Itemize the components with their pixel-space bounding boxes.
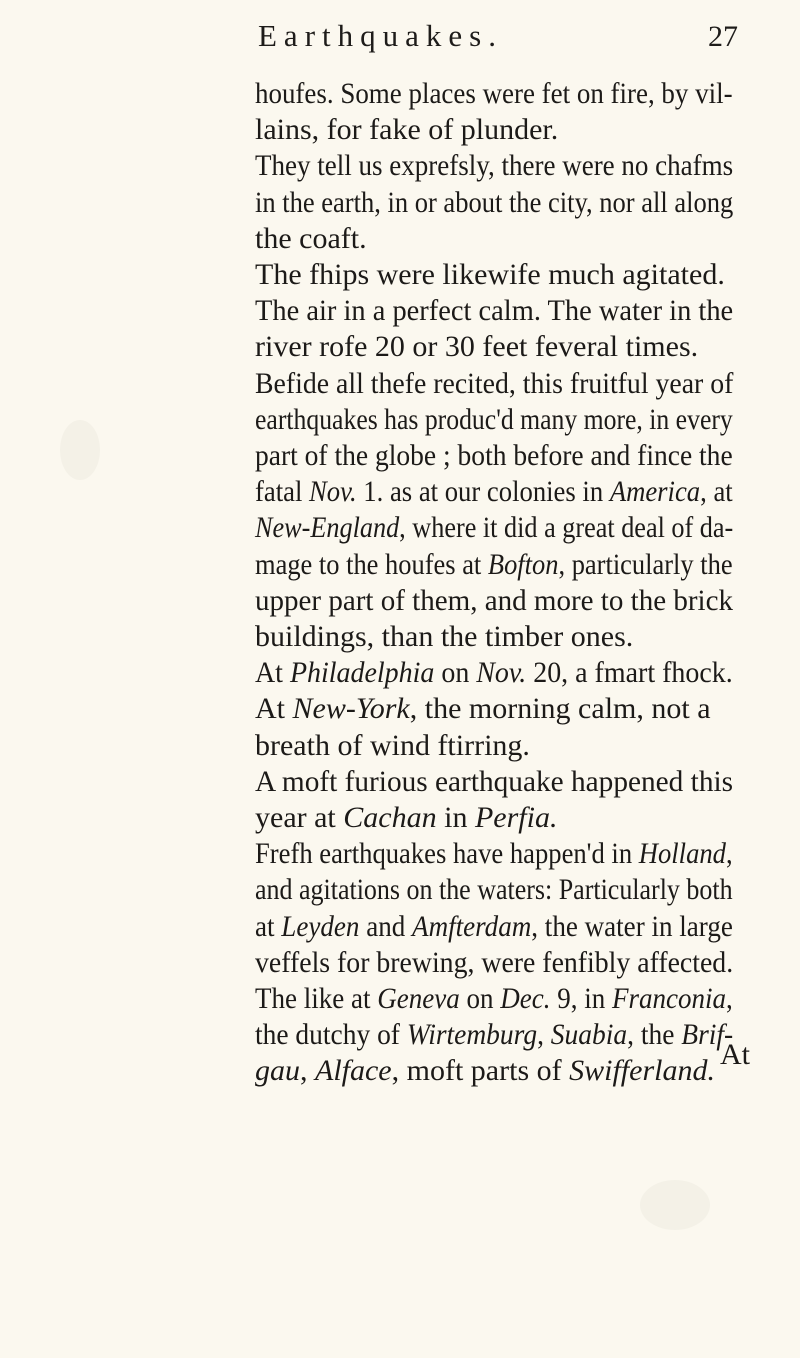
text-run: Frefh earthquakes have happen'd in xyxy=(255,837,639,871)
text-run: 1. as at our colonies in xyxy=(356,475,610,509)
text-run: the dutchy of xyxy=(255,1018,407,1052)
italic-run: Alface xyxy=(315,1054,392,1088)
text-run: and xyxy=(359,909,413,943)
italic-run: Geneva xyxy=(377,982,460,1015)
text-run: river rofe 20 or 30 feet feveral times. xyxy=(255,330,699,364)
text-run: earthquakes has produc'd many more, in every xyxy=(255,402,733,436)
italic-run: Brif- xyxy=(681,1018,734,1052)
italic-run: America xyxy=(609,475,701,509)
text-run: part of the globe ; both before and fince the xyxy=(255,439,733,472)
italic-run: gau xyxy=(255,1054,300,1088)
text-run: , xyxy=(537,1018,551,1052)
text-run: on xyxy=(434,656,477,690)
italic-run: Nov. xyxy=(476,656,527,690)
text-run: on xyxy=(459,982,501,1015)
italic-run: Leyden xyxy=(281,909,360,943)
text-run: breath of wind ftirring. xyxy=(255,728,530,762)
text-line xyxy=(255,1049,715,1093)
text-run: A moft furious earthquake happened this xyxy=(255,764,734,798)
italic-run: Franconia xyxy=(611,982,726,1015)
text-run: in xyxy=(436,801,475,834)
text-run: mage to the houfes at xyxy=(255,547,488,581)
text-run: veffels for brewing, were fenfibly affected. xyxy=(255,945,734,979)
text-run: The air in a perfect calm. The water in the xyxy=(255,294,734,328)
text-run: at xyxy=(255,909,282,943)
italic-run: Dec. xyxy=(500,982,551,1015)
italic-run: Holland xyxy=(638,837,726,871)
text-run: , at xyxy=(700,475,733,509)
text-run: , xyxy=(300,1054,315,1088)
italic-run: Amfterdam xyxy=(412,909,532,943)
italic-run: Bofton xyxy=(487,547,559,581)
italic-run: Nov. xyxy=(309,475,357,509)
italic-run: New-England xyxy=(255,511,400,545)
text-run: the coaft. xyxy=(255,221,367,255)
text-run: , xyxy=(725,837,733,871)
text-run: 9, in xyxy=(550,982,612,1015)
text-run: houfes. Some places were fet on fire, by vil- xyxy=(255,77,733,110)
text-run: 20, a fmart fhock. xyxy=(526,656,733,690)
text-run: , the morning calm, not a xyxy=(409,692,711,726)
text-run: year at xyxy=(255,801,344,834)
text-run: At xyxy=(255,692,293,726)
text-run: They tell us exprefsly, there were no chafms xyxy=(255,149,734,183)
text-run: , where it did a great deal of da- xyxy=(399,511,734,545)
text-run: The fhips were likewife much agitated. xyxy=(255,258,725,291)
text-run: buildings, than the timber ones. xyxy=(255,620,634,653)
text-run: , the xyxy=(627,1018,682,1052)
italic-run: Swifferland. xyxy=(569,1054,715,1088)
italic-run: Philadelphia xyxy=(289,656,435,690)
text-run: Befide all thefe recited, this fruitful year of xyxy=(255,366,734,400)
italic-run: Wirtemburg xyxy=(406,1018,538,1052)
text-run: lains, for fake of plunder. xyxy=(255,113,559,147)
text-run: , the water in large xyxy=(531,909,733,943)
italic-run: Perfia. xyxy=(474,801,558,834)
italic-run: New-York xyxy=(292,692,410,726)
italic-run: Suabia xyxy=(550,1018,628,1052)
catchword: At xyxy=(720,1038,750,1071)
text-run: , particularly the xyxy=(558,547,733,581)
text-run: At xyxy=(255,656,290,690)
running-title: Earthquakes. xyxy=(258,18,503,53)
text-run: and agitations on the waters: Particularly both xyxy=(255,873,733,907)
text-run: in the earth, in or about the city, nor all along xyxy=(255,185,734,219)
text-run: fatal xyxy=(255,475,310,509)
page-number: 27 xyxy=(708,20,738,53)
italic-run: Cachan xyxy=(343,801,437,834)
text-run: , xyxy=(725,982,733,1015)
text-run: upper part of them, and more to the brick xyxy=(255,583,734,617)
text-run: The like at xyxy=(255,982,378,1015)
text-run: , moft parts of xyxy=(391,1054,570,1088)
